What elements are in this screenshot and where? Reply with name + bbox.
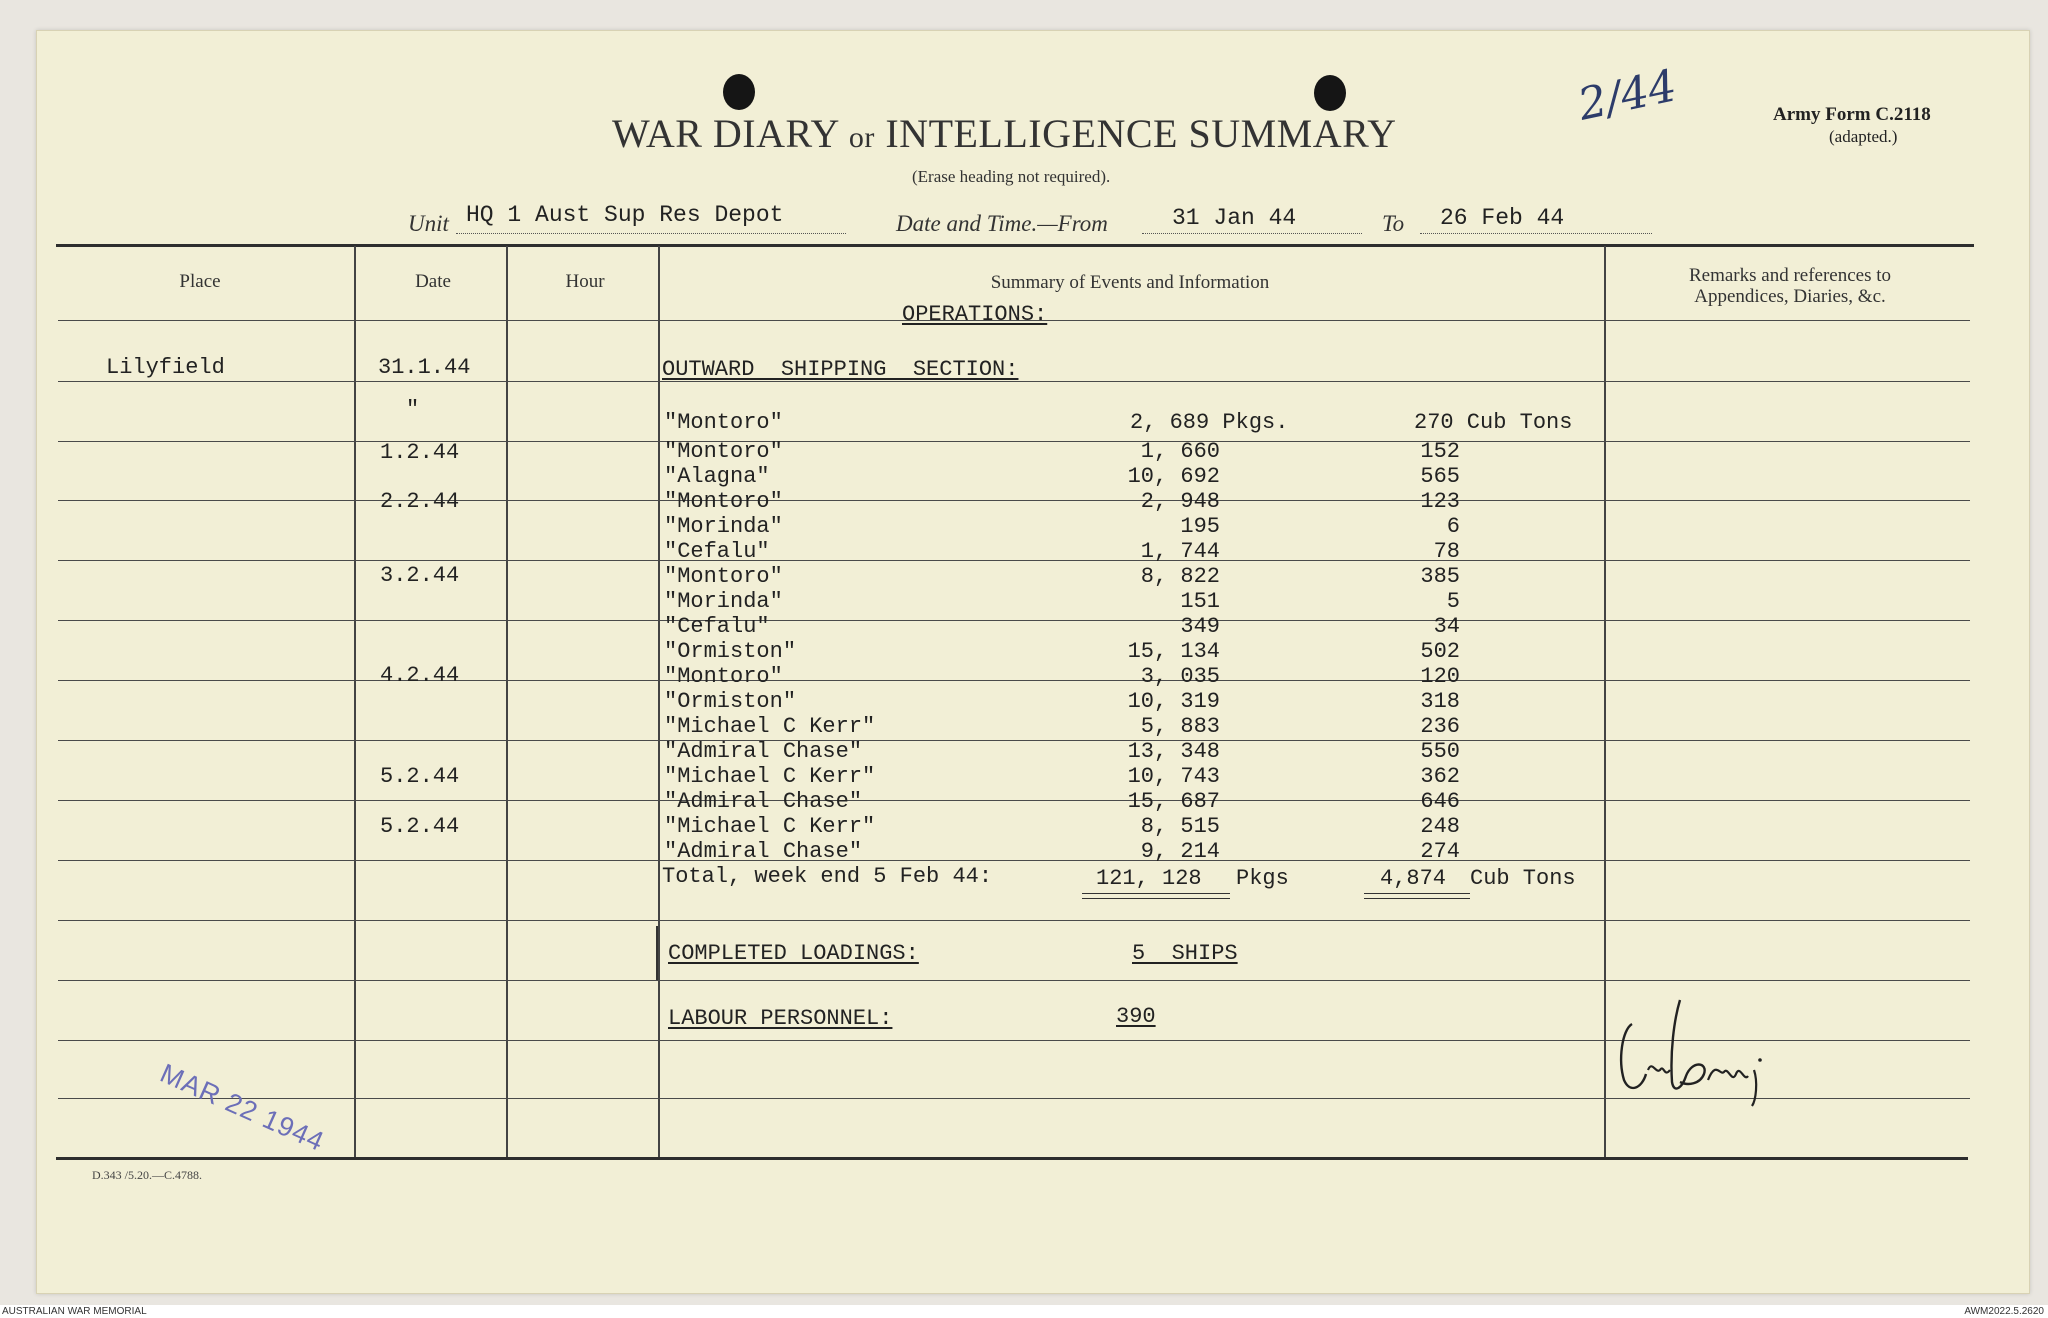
col-header-hour: Hour [565,271,605,292]
ship-name: "Montoro" [664,439,783,464]
ship-packages: 10, 692 [1127,464,1220,489]
handwritten-reference: 2/44 [1573,60,1682,131]
footer-accession: AWM2022.5.2620 [1964,1306,2044,1317]
ship-name: "Cefalu" [664,614,770,639]
ship-packages: 9, 214 [1140,839,1220,864]
row-rule [58,800,1970,801]
operations-heading: OPERATIONS: [902,302,1048,327]
ship-cubic-tons: 152 [1420,439,1460,464]
table-bottom-rule [56,1157,1968,1160]
ship-cubic-tons: 6 [1446,514,1460,539]
labour-personnel-label: LABOUR PERSONNEL: [668,1006,893,1031]
from-dotted-line [1142,233,1362,234]
date-entry: 1.2.44 [380,440,460,465]
total-tons-unit: Cub Tons [1470,866,1576,891]
col-header-remarks-line1: Remarks and references to [1688,265,1892,286]
ship-cubic-tons: 385 [1420,564,1460,589]
ship-packages: 8, 822 [1140,564,1220,589]
labour-personnel-value: 390 [1116,1004,1156,1029]
ship-packages: 2, 948 [1140,489,1220,514]
date-entry: 5.2.44 [380,814,460,839]
col-header-remarks-line2: Appendices, Diaries, &c. [1694,286,1886,307]
ship-name: "Montoro" [664,664,783,689]
ship-cubic-tons: 123 [1420,489,1460,514]
row-rule [58,920,1970,921]
ship-name: "Admiral Chase" [664,839,863,864]
army-form-number: Army Form C.2118 [1773,104,1931,125]
ship-name: "Montoro" [664,489,783,514]
table-top-rule [56,244,1974,247]
ship-packages: 2, 689 Pkgs. [1130,410,1289,435]
ship-name: "Michael C Kerr" [664,814,876,839]
punch-hole-left [723,74,755,110]
ship-packages: 8, 515 [1140,814,1220,839]
ship-cubic-tons: 78 [1433,539,1460,564]
from-date-value: 31 Jan 44 [1172,205,1297,231]
section-heading: OUTWARD SHIPPING SECTION: [662,357,1019,382]
ship-cubic-tons: 270 Cub Tons [1414,410,1573,435]
ship-name: "Admiral Chase" [664,739,863,764]
ship-packages: 15, 687 [1127,789,1220,814]
ship-name: "Ormiston" [664,689,797,714]
ship-cubic-tons: 274 [1420,839,1460,864]
row-rule [58,500,1970,501]
ship-name: "Michael C Kerr" [664,714,876,739]
completed-loadings-value: 5 SHIPS [1132,941,1238,966]
ship-packages: 15, 134 [1127,639,1220,664]
ship-name: "Montoro" [664,410,783,435]
completed-loadings-label: COMPLETED LOADINGS: [668,941,919,966]
unit-dotted-line [456,233,846,234]
total-pkgs-unit: Pkgs [1236,866,1289,891]
ship-cubic-tons: 236 [1420,714,1460,739]
ship-packages: 151 [1180,589,1220,614]
ship-packages: 1, 660 [1140,439,1220,464]
row-rule [58,560,1970,561]
title-war-diary: WAR DIARY [612,111,839,156]
col-divider-hour-summary [658,246,660,1157]
ship-packages: 349 [1180,614,1220,639]
ship-packages: 10, 743 [1127,764,1220,789]
ship-cubic-tons: 646 [1420,789,1460,814]
total-pkgs: 121, 128 [1096,866,1202,891]
ship-name: "Cefalu" [664,539,770,564]
ship-cubic-tons: 120 [1420,664,1460,689]
row-rule [58,740,1970,741]
ship-packages: 3, 035 [1140,664,1220,689]
col-divider-summary-remarks [1604,246,1606,1157]
to-label: To [1382,211,1405,236]
form-subtitle: (Erase heading not required). [912,167,1111,186]
total-pkgs-double-underline [1082,893,1230,899]
col-header-date: Date [415,271,451,292]
col-header-summary: Summary of Events and Information [990,272,1270,293]
ship-cubic-tons: 318 [1420,689,1460,714]
ship-cubic-tons: 550 [1420,739,1460,764]
row-rule [58,980,1970,981]
ship-name: "Alagna" [664,464,770,489]
footer-source: AUSTRALIAN WAR MEMORIAL [2,1306,147,1317]
received-date-stamp: MAR 22 1944 [155,1058,329,1158]
to-date-value: 26 Feb 44 [1440,205,1565,231]
date-entry: 5.2.44 [380,764,460,789]
date-entry: 3.2.44 [380,563,460,588]
place-value: Lilyfield [106,355,225,380]
ship-name: "Ormiston" [664,639,797,664]
date-entry: 2.2.44 [380,489,460,514]
col-divider-date-hour [506,246,508,1157]
ship-name: "Morinda" [664,514,783,539]
date-entry: 31.1.44 [378,355,471,380]
ship-name: "Michael C Kerr" [664,764,876,789]
title-or: or [848,121,875,154]
title-intelligence-summary: INTELLIGENCE SUMMARY [885,111,1397,156]
ship-packages: 13, 348 [1127,739,1220,764]
ship-cubic-tons: 565 [1420,464,1460,489]
total-tons: 4,874 [1380,866,1447,891]
officer-signature [1608,990,1788,1110]
row-rule [58,620,1970,621]
total-tons-double-underline [1364,893,1470,899]
to-dotted-line [1420,233,1652,234]
ship-cubic-tons: 362 [1420,764,1460,789]
row-rule [58,860,1970,861]
ship-packages: 1, 744 [1140,539,1220,564]
ship-cubic-tons: 34 [1433,614,1460,639]
unit-label: Unit [408,211,449,236]
date-entry: 4.2.44 [380,663,460,688]
row-rule [58,680,1970,681]
ship-packages: 5, 883 [1140,714,1220,739]
ship-cubic-tons: 502 [1420,639,1460,664]
date-time-label: Date and Time.—From [896,211,1108,236]
army-form-adapted: (adapted.) [1829,127,1898,146]
print-reference: D.343 /5.20.—C.4788. [92,1168,203,1182]
ship-name: "Morinda" [664,589,783,614]
ship-cubic-tons: 5 [1446,589,1460,614]
completed-bracket [656,926,658,980]
unit-value: HQ 1 Aust Sup Res Depot [466,202,784,228]
form-title [612,110,1462,157]
col-header-place: Place [179,271,221,292]
ship-cubic-tons: 248 [1420,814,1460,839]
ship-packages: 10, 319 [1127,689,1220,714]
total-label: Total, week end 5 Feb 44: [662,864,993,889]
punch-hole-right [1314,75,1346,111]
ship-name: "Montoro" [664,564,783,589]
row-rule [58,441,1970,442]
ship-name: "Admiral Chase" [664,789,863,814]
date-entry: " [406,397,420,422]
ship-packages: 195 [1180,514,1220,539]
col-divider-place-date [354,246,356,1157]
